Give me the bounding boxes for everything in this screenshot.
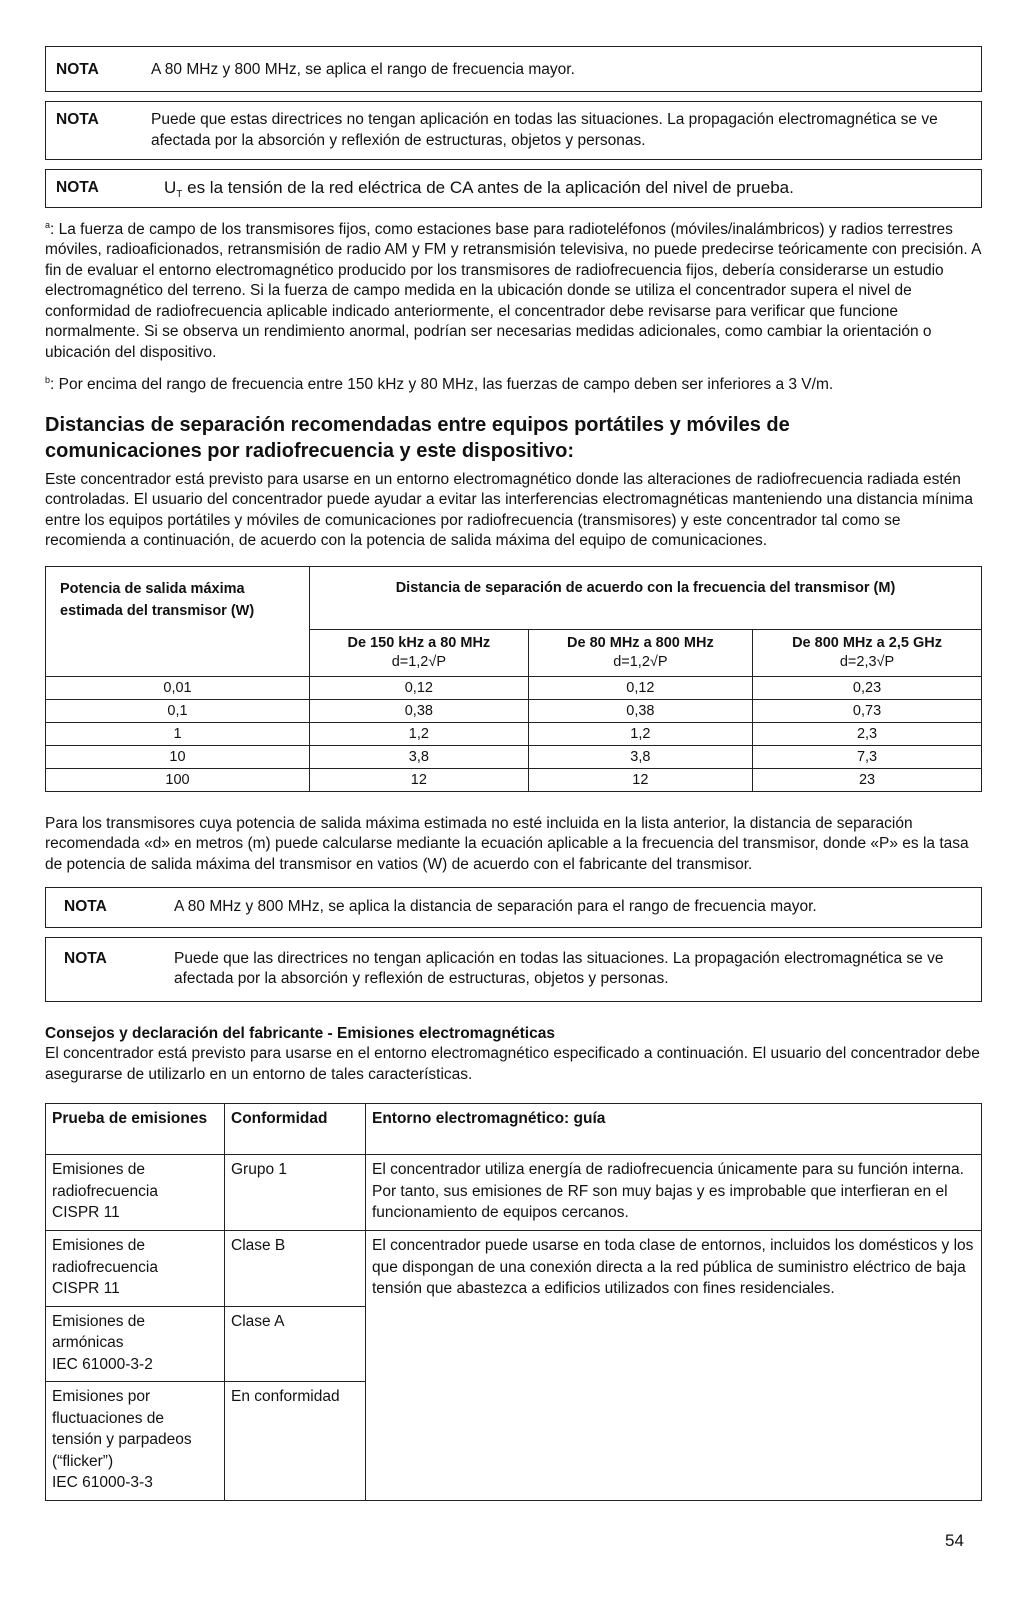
table-cell: 0,38 — [528, 699, 752, 722]
table-cell: 3,8 — [310, 745, 529, 768]
footnote-mark: b — [45, 375, 51, 385]
table-row — [46, 699, 982, 722]
table-cell: 2,3 — [753, 722, 982, 745]
table-header-row — [46, 1104, 982, 1155]
table-header-row — [46, 566, 982, 629]
after-table-text: Para los transmisores cuya potencia de salida máxima estimada no esté incluida en la lista anterior, la distancia de separación recomendada «d» en metros (m) puede calcularse mediante la ecuación aplicable a la frecuencia del transmisor, donde «P» es la tasa de potencia de salida máxima del transmisor en vatios (W) de acuerdo con el fabricante del transmisor. — [45, 814, 969, 873]
note-label: NOTA — [56, 179, 99, 196]
table-cell: 0,73 — [753, 699, 982, 722]
table-cell: 12 — [310, 768, 529, 791]
table-row — [46, 1155, 982, 1231]
table-row — [46, 768, 982, 791]
emissions-intro: El concentrador está previsto para usarse en el entorno electromagnético especificado a continuación. El usuario del concentrador debe asegurarse de utilizarlo en un entorno de tales características. — [45, 1045, 980, 1083]
header-test: Prueba de emisiones — [46, 1104, 225, 1155]
header-band: De 80 MHz a 800 MHz d=1,2√P — [528, 629, 752, 676]
table-cell: 0,12 — [528, 676, 752, 699]
header-band: De 800 MHz a 2,5 GHz d=2,3√P — [753, 629, 982, 676]
separation-table — [45, 566, 982, 792]
note-box — [45, 46, 982, 92]
table-cell-guide: El concentrador puede usarse en toda clase de entornos, incluidos los domésticos y los que dispongan de una conexión directa a la red pública de suministro eléctrico de baja tensión que abastezca a edificios utilizados con fines residenciales. — [366, 1231, 982, 1501]
emissions-section — [45, 1024, 982, 1086]
header-band: De 150 kHz a 80 MHz d=1,2√P — [310, 629, 529, 676]
table-cell-conformity: Clase A — [225, 1306, 366, 1382]
table-cell-guide: El concentrador utiliza energía de radiofrecuencia únicamente para su función interna. Por tanto, sus emisiones de RF son muy bajas y es improbable que interfieran en el funcionamiento de equipos cercanos. — [366, 1155, 982, 1231]
header-conformity: Conformidad — [225, 1104, 366, 1155]
note-box — [45, 887, 982, 928]
table-cell: 0,12 — [310, 676, 529, 699]
footnote-text: : Por encima del rango de frecuencia entre 150 kHz y 80 MHz, las fuerzas de campo deben ser inferiores a 3 V/m. — [50, 376, 834, 393]
table-cell: 0,38 — [310, 699, 529, 722]
table-cell: 10 — [46, 745, 310, 768]
voltage-symbol-subscript: T — [176, 189, 183, 200]
page-content — [45, 46, 982, 1501]
table-cell-test: Emisiones de radiofrecuencia CISPR 11 — [46, 1231, 225, 1307]
page-number: 54 — [945, 1531, 964, 1550]
header-distance: Distancia de separación de acuerdo con la frecuencia del transmisor (M) — [310, 566, 982, 629]
table-row — [46, 745, 982, 768]
table-cell: 100 — [46, 768, 310, 791]
table-cell: 0,01 — [46, 676, 310, 699]
note-text: Puede que estas directrices no tengan aplicación en todas las situaciones. La propagación electromagnética se ve afectada por la absorción y reflexión de estructuras, objetos y personas. — [151, 111, 938, 149]
footnote-text: : La fuerza de campo de los transmisores fijos, como estaciones base para radioteléfonos (móviles/inalámbricos) y radios terrestres móviles, radioaficionados, retransmisión de radio AM y FM y retransmisión televisiva, no puede predecirse teóricamente con precisión. A fin de evaluar el entorno electromagnético producido por los transmisores de radiofrecuencia fijos, debería considerarse un estudio electromagnético del terreno. Si la fuerza de campo medida en la ubicación donde se utiliza el concentrador supera el nivel de conformidad de radiofrecuencia aplicable indicado anteriormente, el concentrador debe revisarse para verificar que funcione normalmente. Si se observa un rendimiento anormal, podrían ser necesarias medidas adicionales, como cambiar la orientación o ubicación del dispositivo. — [45, 220, 981, 361]
table-cell-test: Emisiones de radiofrecuencia CISPR 11 — [46, 1155, 225, 1231]
note-box — [45, 937, 982, 1002]
table-cell-conformity: En conformidad — [225, 1382, 366, 1501]
table-cell: 0,1 — [46, 699, 310, 722]
note-label: NOTA — [64, 949, 107, 967]
header-power: Potencia de salida máxima estimada del transmisor (W) — [46, 566, 310, 676]
table-row — [46, 722, 982, 745]
note-label: NOTA — [64, 898, 107, 915]
table-cell-test: Emisiones por fluctuaciones de tensión y parpadeos (“flicker”) IEC 61000-3-3 — [46, 1382, 225, 1501]
note-box — [45, 101, 982, 160]
table-row — [46, 676, 982, 699]
section-intro: Este concentrador está previsto para usarse en un entorno electromagnético donde las alteraciones de radiofrecuencia radiada estén controladas. El usuario del concentrador puede ayudar a evitar las interferencias electromagnéticas manteniendo una distancia mínima entre los equipos portátiles y móviles de comunicaciones por radiofrecuencia (transmisores) y este concentrador tal como se recomienda a continuación, de acuerdo con la potencia de salida máxima del equipo de comunicaciones. — [45, 470, 973, 549]
table-cell: 0,23 — [753, 676, 982, 699]
section-title: Distancias de separación recomendadas entre equipos portátiles y móviles de comunicaciones por radiofrecuencia y este dispositivo: — [45, 413, 790, 462]
note-text: Puede que las directrices no tengan aplicación en todas las situaciones. La propagación electromagnética se ve afectada por la absorción y reflexión de estructuras, objetos y personas. — [174, 949, 944, 987]
table-cell: 1,2 — [528, 722, 752, 745]
table-cell-conformity: Grupo 1 — [225, 1155, 366, 1231]
note-text: A 80 MHz y 800 MHz, se aplica la distancia de separación para el rango de frecuencia mayor. — [174, 898, 817, 915]
emissions-title: Consejos y declaración del fabricante - Emisiones electromagnéticas — [45, 1024, 555, 1042]
emissions-table — [45, 1103, 982, 1501]
table-cell-conformity: Clase B — [225, 1231, 366, 1307]
table-cell-test: Emisiones de armónicas IEC 61000-3-2 — [46, 1306, 225, 1382]
header-guide: Entorno electromagnético: guía — [366, 1104, 982, 1155]
table-cell: 3,8 — [528, 745, 752, 768]
table-cell: 1,2 — [310, 722, 529, 745]
table-cell: 7,3 — [753, 745, 982, 768]
footnote-mark: a — [45, 219, 51, 230]
note-text-body: es la tensión de la red eléctrica de CA antes de la aplicación del nivel de prueba. — [187, 178, 794, 197]
footnote-a — [45, 220, 982, 364]
footnote-b — [45, 375, 982, 396]
note-text — [151, 178, 971, 199]
note-label: NOTA — [56, 60, 99, 78]
table-cell: 23 — [753, 768, 982, 791]
table-cell: 1 — [46, 722, 310, 745]
table-cell: 12 — [528, 768, 752, 791]
note-label: NOTA — [56, 111, 99, 128]
note-text: A 80 MHz y 800 MHz, se aplica el rango de frecuencia mayor. — [151, 60, 575, 78]
table-row — [46, 1231, 982, 1307]
note-box — [45, 169, 982, 208]
voltage-symbol: U — [164, 178, 177, 197]
